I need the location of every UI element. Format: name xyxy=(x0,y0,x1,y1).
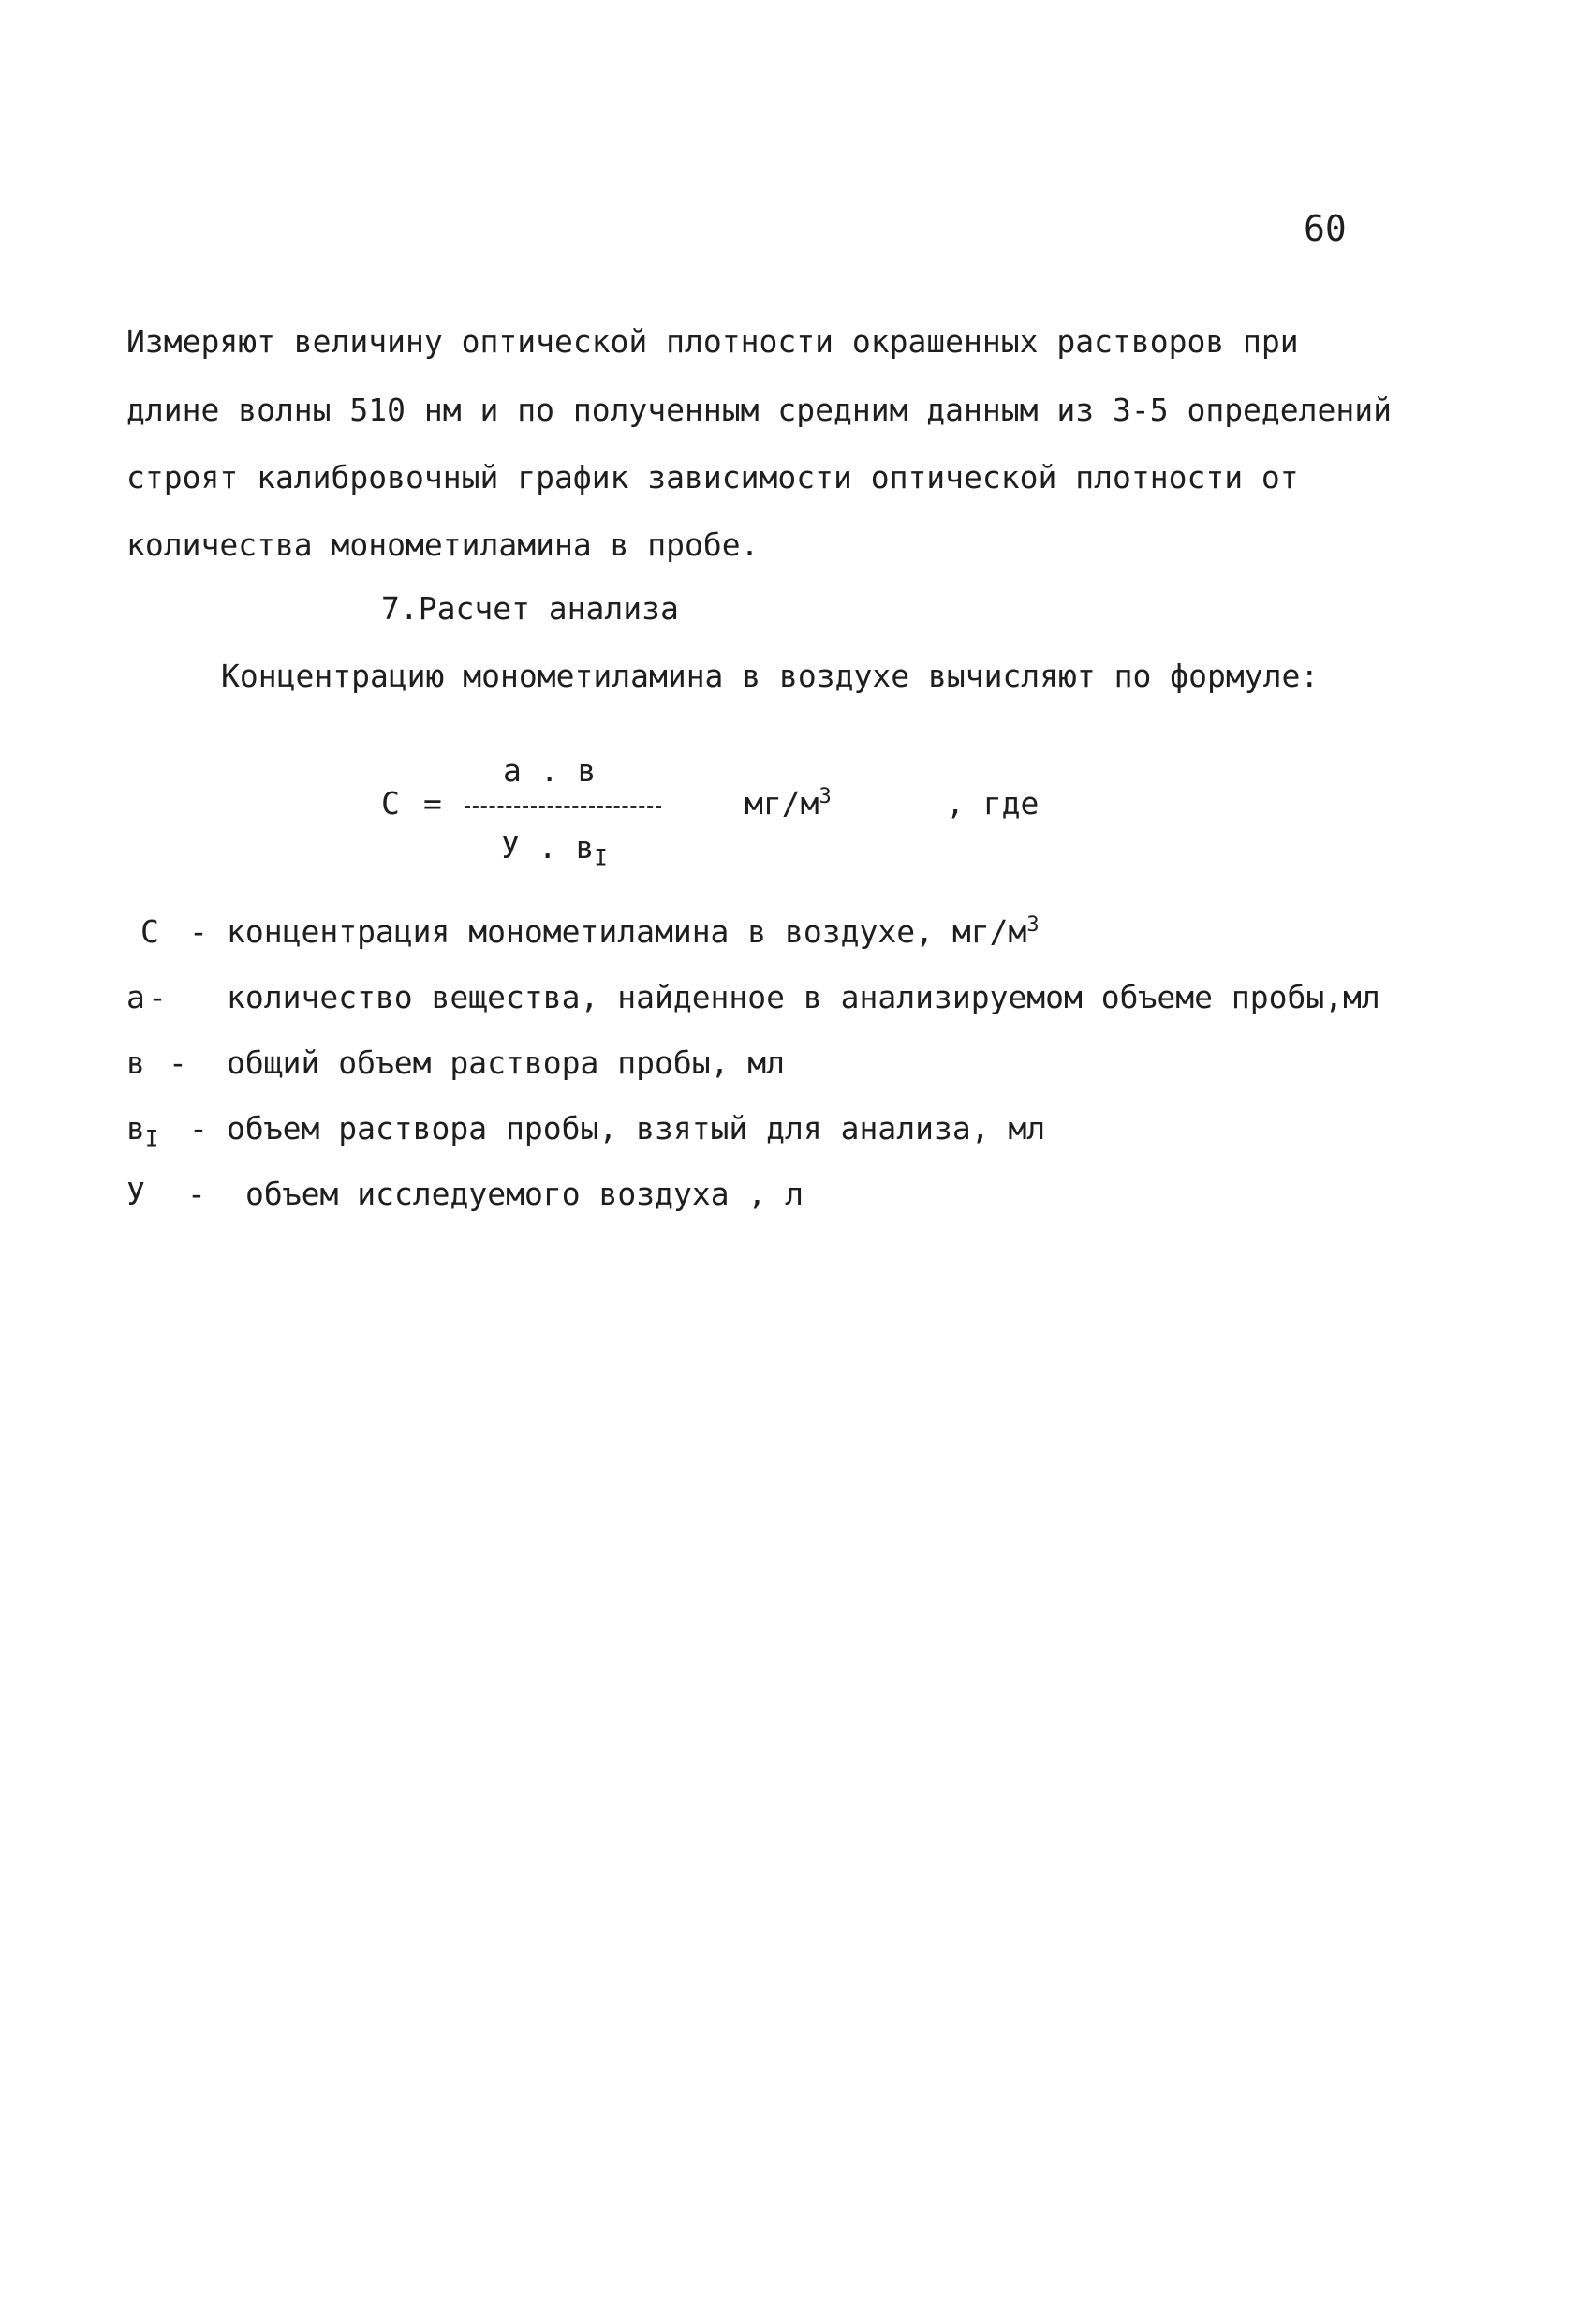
definition-dash: - xyxy=(169,1044,187,1081)
denominator-main: У . в xyxy=(501,829,595,866)
unit-superscript: 3 xyxy=(819,785,832,808)
definition-symbol-subscript: I xyxy=(144,1125,159,1152)
definition-text: общий объем раствора пробы, мл xyxy=(227,1044,786,1081)
definition-dash: - xyxy=(187,1176,206,1212)
denominator-subscript: I xyxy=(594,844,608,871)
definition-text xyxy=(227,913,1040,950)
paragraph-line-2: длине волны 510 нм и по полученным средним данным из 3-5 определений xyxy=(126,392,1393,428)
definition-symbol-main: в xyxy=(126,1110,145,1147)
definition-text-main: концентрация монометиламина в воздухе, мг/м xyxy=(227,913,1027,950)
definition-text: объем исследуемого воздуха , л xyxy=(245,1176,804,1212)
formula-denominator xyxy=(501,829,608,871)
definition-symbol xyxy=(126,1110,158,1152)
definition-symbol: а xyxy=(126,979,145,1015)
definition-dash: - xyxy=(189,1110,208,1147)
formula-intro: Концентрацию монометиламина в воздухе вычисляют по формуле: xyxy=(221,658,1320,694)
paragraph-line-3: строят калибровочный график зависимости оптической плотности от xyxy=(126,459,1299,496)
unit-base: мг/м xyxy=(745,785,819,822)
formula-lhs: С xyxy=(381,785,400,822)
paragraph-line-1: Измеряют величину оптической плотности окрашенных растворов при xyxy=(126,323,1299,360)
definition-text: количество вещества, найденное в анализируемом объеме пробы,мл xyxy=(227,979,1380,1015)
definition-symbol: С xyxy=(140,913,159,950)
formula-where: , где xyxy=(946,785,1040,822)
definition-text: объем раствора пробы, взятый для анализа, мл xyxy=(227,1110,1046,1147)
page-number: 60 xyxy=(1304,208,1347,249)
paragraph-line-4: количества монометиламина в пробе. xyxy=(126,526,760,563)
definition-symbol: У xyxy=(126,1176,145,1212)
definition-dash: - xyxy=(189,913,208,950)
definition-text-superscript: 3 xyxy=(1026,913,1040,937)
formula-unit xyxy=(745,785,832,822)
formula-numerator: а . в xyxy=(503,752,597,789)
formula-equals: = xyxy=(423,785,442,822)
definition-symbol: в xyxy=(126,1044,145,1081)
fraction-bar xyxy=(465,806,661,808)
section-heading: 7.Расчет анализа xyxy=(381,590,679,627)
definition-dash: - xyxy=(148,979,167,1015)
